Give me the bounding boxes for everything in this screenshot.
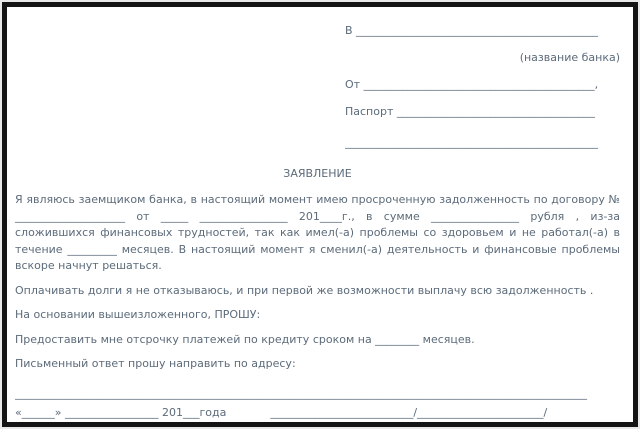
paragraph-request-intro: На основании вышеизложенного, ПРОШУ: [15,308,261,321]
footer-row [15,405,620,422]
bank-to-line: В ____________________________________________ [345,24,599,37]
paragraph-debt-statement: Я являюсь заемщиком банка, в настоящий момент имею просроченную задолженность по договору № ____________________ от _____ ________________ 201____г., в сумме ________________ рубля , из-за сложившихся финансовых трудностей, так как имел(-а) проблемы со здоровьем и не работал(-а) в течение _________ месяцев. В настоящий момент я сменил(-а) деятельность и финансовые проблемы вскоре начнут решаться. [15,193,620,272]
paragraph-reply-address: Письменный ответ прошу направить по адресу: [15,357,296,370]
address-blank-line: ________________________________________________________________________________________________________ [15,386,587,400]
paragraph-deferral-request: Предоставить мне отсрочку платежей по кредиту сроком на ________ месяцев. [15,332,475,346]
document-page [2,2,638,427]
recipient-block [345,17,620,156]
date-blank-line: «______» _________________ 201___года [15,406,227,419]
document-title: ЗАЯВЛЕНИЕ [283,167,352,180]
from-line: От __________________________________________, [345,78,599,91]
paragraph-repayment-promise: Оплачивать долги я не отказываюсь, и при первой же возможности выплачу всю задолженность . [15,283,594,297]
passport-line: Паспорт ____________________________________ [345,105,595,118]
signature-blank-line: __________________________/_______________________/ [270,406,548,419]
bank-name-caption: (название банка) [519,51,620,64]
passport-extra-line: ______________________________________________ [345,136,598,149]
